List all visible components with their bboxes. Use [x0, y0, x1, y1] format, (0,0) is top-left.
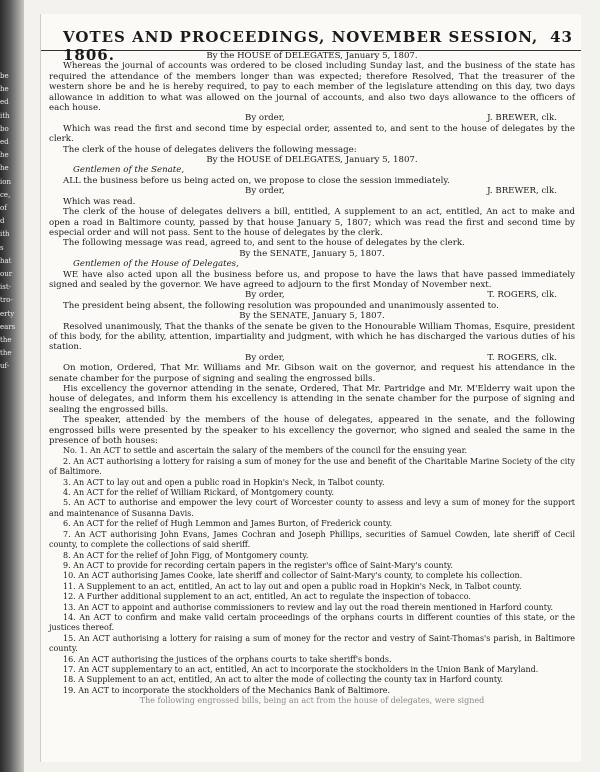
paragraph: Resolved unanimously, That the thanks of the senate be given to the Honourable William Thomas, Esquire, president of this body, for the ability, attention, impartiality and judgment, with which he has discharged the various duties of his station. — [49, 321, 575, 353]
faint-footer-text: The following engrossed bills, being an act from the house of delegates, were signed — [139, 696, 485, 706]
bill-entry: 10. An ACT authorising James Cooke, late sheriff and collector of Saint-Mary's county, to complete his collection. — [63, 571, 523, 581]
by-order-label: By order, — [245, 113, 285, 124]
gutter-fragment: be — [0, 72, 9, 80]
bill-entry: 11. A Supplement to an act, entitled, An act to lay out and open a public road in Hopkin's Neck, in Talbot county. — [63, 581, 522, 591]
paragraph: The speaker, attended by the members of the house of delegates, appeared in the senate, and the following engrossed bills were presented by the speaker to his excellency the governor, who signed and sealed the same in the presence of both houses: — [49, 415, 575, 447]
dateline: By the SENATE, January 5, 1807. — [239, 248, 385, 259]
salutation: Gentlemen of the Senate, — [73, 165, 185, 176]
previous-page-margin-text — [0, 70, 22, 374]
bill-entry: 5. An ACT to authorise and empower the levy court of Worcester county to assess and levy a sum of money for the support and maintenance of Susanna Davis. — [49, 498, 575, 518]
bill-entry: 9. An ACT to provide for recording certain papers in the register's office of Saint-Mary's county. — [63, 560, 453, 570]
salutation: Gentlemen of the House of Delegates, — [73, 259, 239, 270]
gutter-fragment: erty — [0, 309, 15, 318]
dateline: By the SENATE, January 5, 1807. — [239, 311, 385, 322]
by-order-label: By order, — [245, 186, 285, 197]
gutter-fragment: of — [0, 204, 7, 213]
paragraph: His excellency the governor attending in the senate, Ordered, That Mr. Partridge and Mr. M'Elderry wait upon the house of delegates, and inform them his excellency is attending in the senate chamber for the purpose of signing and sealing the engrossed bills. — [49, 384, 575, 415]
bill-entry: 12. A Further additional supplement to an act, entitled, An act to regulate the inspection of tobacco. — [63, 592, 471, 602]
dateline: By the HOUSE of DELEGATES, January 5, 1807. — [206, 51, 418, 61]
clerk-signature: J. BREWER, clk. — [487, 113, 557, 124]
document-body — [41, 51, 581, 707]
book-gutter — [0, 0, 24, 772]
bill-entry: 19. An ACT to incorporate the stockholders of the Mechanics Bank of Baltimore. — [63, 685, 391, 695]
signature-line — [49, 113, 575, 123]
signature-line — [49, 186, 575, 196]
gutter-fragment: the — [0, 336, 12, 345]
gutter-fragment: s — [0, 243, 4, 252]
gutter-fragment: bo — [0, 124, 9, 133]
paragraph: Which was read the first and second time by especial order, assented to, and sent to the house of delegates by the clerk. — [49, 123, 575, 145]
gutter-fragment: he — [0, 85, 9, 94]
paragraph: ALL the business before us being acted on, we propose to close the session immediately. — [63, 175, 450, 186]
bill-entry: 2. An ACT authorising a lottery for raising a sum of money for the use and benefit of the Charitable Marine Society of the city of Baltimore. — [49, 456, 575, 477]
clerk-signature: T. ROGERS, clk. — [487, 352, 557, 363]
gutter-fragment: ith — [0, 111, 10, 120]
page-number: 43 — [550, 28, 573, 46]
gutter-fragment: ist- — [0, 283, 12, 292]
paragraph: Whereas the journal of accounts was ordered to be closed including Sunday last, and the business of the state has required the attendance of the members longer than was expected; therefore Resolved, That the treasurer of the western shore be and he is hereby required, to pay to each member of the legislature attending on this day, two days allowance in addition to what was allowed on the journal of accounts, and also two days allowance to the officers of each house. — [49, 61, 575, 114]
bill-entry: 7. An ACT authorising John Evans, James Cochran and Joseph Phillips, securities of Samuel Cowden, late sheriff of Cecil county, to complete the collections of said sheriff. — [49, 529, 575, 550]
paragraph: The clerk of the house of delegates delivers the following message: — [63, 144, 357, 155]
gutter-fragment: our — [0, 270, 13, 279]
dateline: By the HOUSE of DELEGATES, January 5, 1807. — [206, 155, 418, 166]
paragraph: On motion, Ordered, That Mr. Williams and Mr. Gibson wait on the governor, and request his attendance in the senate chamber for the purpose of signing and sealing the engrossed bills. — [49, 363, 575, 384]
gutter-fragment: ion — [0, 177, 11, 186]
gutter-fragment: ed — [0, 138, 9, 147]
page-title: VOTES AND PROCEEDINGS, NOVEMBER SESSION, 1806. — [63, 28, 539, 64]
paragraph: The president being absent, the following resolution was propounded and unanimously assented to. — [63, 300, 499, 311]
gutter-fragment: he — [0, 151, 9, 160]
bill-entry: 3. An ACT to lay out and open a public road in Hopkin's Neck, in Talbot county. — [63, 477, 385, 487]
by-order-label: By order, — [245, 352, 285, 363]
paragraph: WE have also acted upon all the business before us, and propose to have the laws that have passed immediately signed and sealed by the governor. We have agreed to adjourn to the first Monday of November next. — [49, 269, 575, 290]
clerk-signature: T. ROGERS, clk. — [487, 290, 557, 301]
bill-entry: 4. An ACT for the relief of William Rickard, of Montgomery county. — [63, 488, 335, 498]
paragraph: The clerk of the house of delegates delivers a bill, entitled, A supplement to an act, entitled, An act to make and open a road in Baltimore county, passed by that house January 5, 1807; which was read the first and second time by especial order and will not pass. Sent to the house of delegates by the clerk. — [49, 207, 575, 238]
bill-entry: 16. An ACT authorising the justices of the orphans courts to take sheriff's bonds. — [63, 654, 392, 664]
gutter-fragment: the — [0, 349, 12, 358]
bills-list — [49, 446, 575, 696]
by-order-label: By order, — [245, 290, 285, 301]
gutter-fragment: ce, — [0, 190, 11, 199]
gutter-fragment: he — [0, 164, 9, 173]
gutter-fragment: d — [0, 217, 5, 226]
gutter-fragment: ith — [0, 230, 10, 239]
paragraph: Which was read. — [63, 196, 136, 207]
bill-entry: 14. An ACT to confirm and make valid certain proceedings of the orphans courts in different counties of this state, or the justices thereof. — [49, 612, 575, 633]
bill-entry: 13. An ACT to appoint and authorise commissioners to review and lay out the road therein mentioned in Harford county. — [63, 602, 554, 612]
gutter-fragment: ears — [0, 322, 16, 331]
clerk-signature: J. BREWER, clk. — [487, 186, 557, 197]
bill-entry: 18. A Supplement to an act, entitled, An act to alter the mode of collecting the county tax in Harford county. — [63, 675, 504, 685]
gutter-fragment: tro- — [0, 296, 13, 305]
gutter-fragment: ed — [0, 98, 9, 107]
bill-entry: No. 1. An ACT to settle and ascertain the salary of the members of the council for the ensuing year. — [63, 446, 468, 456]
bill-entry: 17. An ACT supplementary to an act, entitled, An act to incorporate the stockholders in the Union Bank of Maryland. — [63, 664, 539, 674]
paragraph: The following message was read, agreed to, and sent to the house of delegates by the clerk. — [63, 238, 465, 249]
bill-entry: 15. An ACT authorising a lottery for raising a sum of money for the rector and vestry of Saint-Thomas's parish, in Baltimore county. — [49, 633, 575, 654]
gutter-fragment: hat — [0, 256, 12, 265]
document-page — [40, 14, 581, 762]
signature-line — [49, 353, 575, 363]
gutter-fragment: uf- — [0, 362, 10, 371]
bill-entry: 6. An ACT for the relief of Hugh Lemmon and James Burton, of Frederick county. — [63, 519, 393, 529]
signature-line — [49, 290, 575, 300]
bill-entry: 8. An ACT for the relief of John Figg, of Montgomery county. — [63, 550, 309, 560]
